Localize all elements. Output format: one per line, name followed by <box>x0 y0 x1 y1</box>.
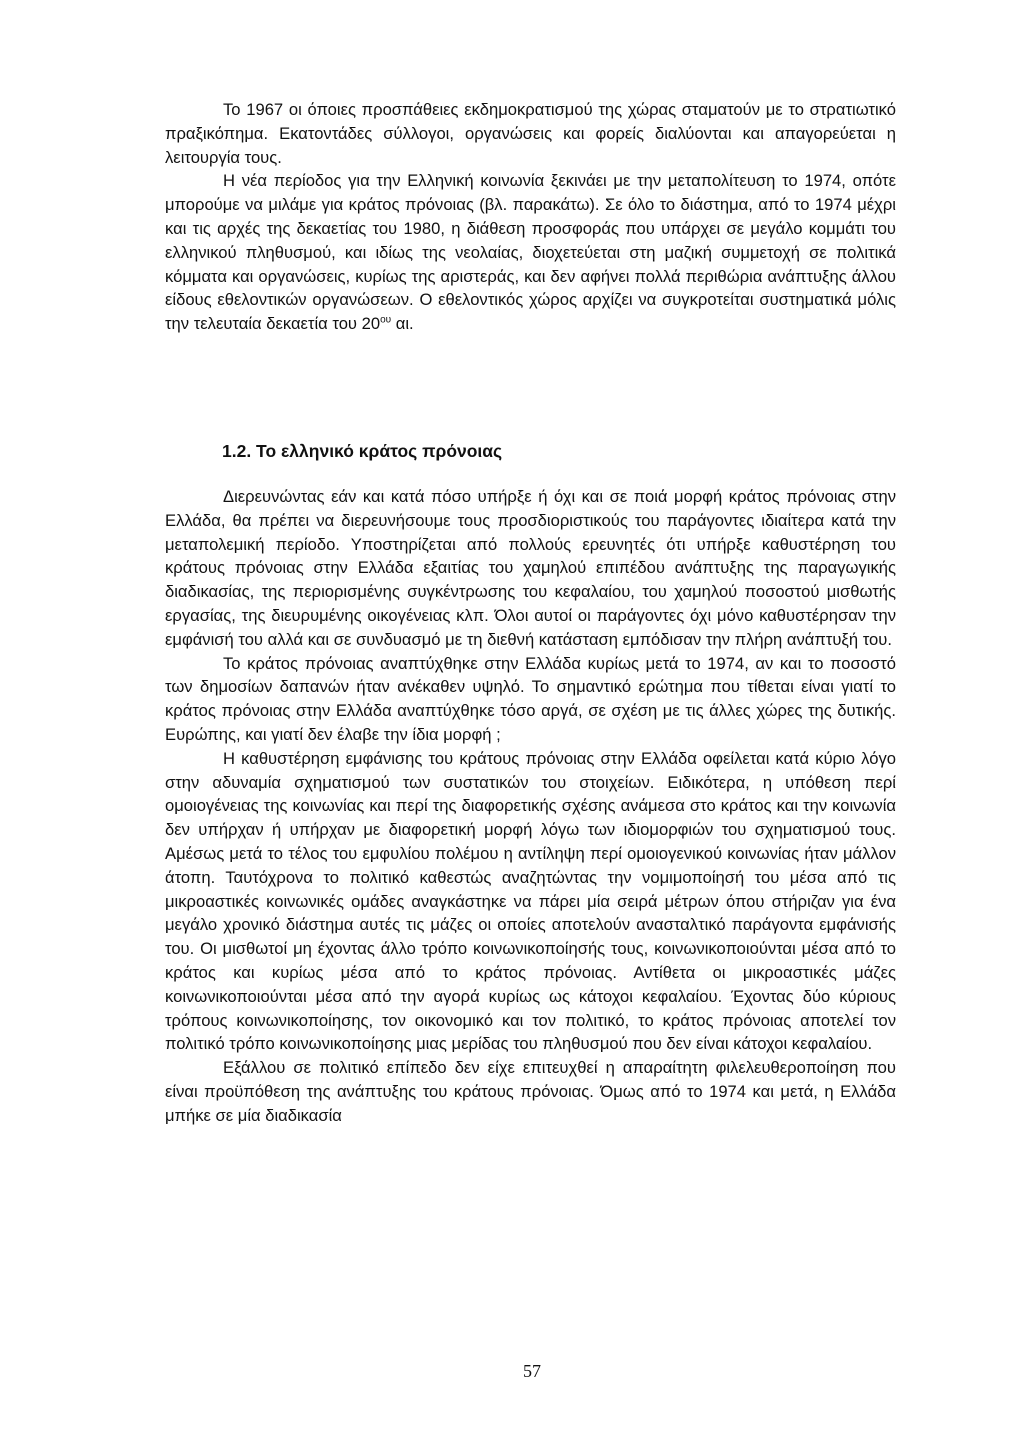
intro-paragraph-1: Το 1967 οι όποιες προσπάθειες εκδημοκρατισμού της χώρας σταματούν με το στρατιωτικό πραξικόπημα. Εκατοντάδες σύλλογοι, οργανώσεις και φορείς διαλύονται και απαγορεύεται η λειτουργία τους. <box>165 100 896 167</box>
century-number: 20 <box>361 314 381 334</box>
section-title: 1.2. Το ελληνικό κράτος πρόνοιας <box>222 441 503 461</box>
section-body <box>165 485 896 1128</box>
century-suffix: ου <box>380 314 392 326</box>
body-paragraph-4: Εξάλλου σε πολιτικό επίπεδο δεν είχε επιτευχθεί η απαραίτητη φιλελευθεροποίηση που είναι προϋπόθεση της ανάπτυξης του κράτους πρόνοιας. Όμως από το 1974 και μετά, η Ελλάδα μπήκε σε μία διαδικασία <box>165 1058 896 1125</box>
intro-paragraph-2 <box>165 169 896 336</box>
page-number: 57 <box>523 1361 541 1381</box>
body-paragraph-2: Το κράτος πρόνοιας αναπτύχθηκε στην Ελλάδα κυρίως μετά το 1974, αν και το ποσοστό των δημοσίων δαπανών ήταν ανέκαθεν υψηλό. Το σημαντικό ερώτημα που τίθεται είναι γιατί το κράτος πρόνοιας στην Ελλάδα αναπτύχθηκε τόσο αργά, σε σχέση με τις άλλες χώρες της δυτικής. Ευρώπης, και γιατί δεν έλαβε την ίδια μορφή ; <box>165 653 896 744</box>
intro-paragraph-2-text: Η νέα περίοδος για την Ελληνική κοινωνία ξεκινάει με την μεταπολίτευση το 1974, οπότε μπορούμε να μιλάμε για κράτος πρόνοιας (βλ. παρακάτω). Σε όλο το διάστημα, από το 1974 μέχρι και τις αρχές της δεκαετίας του 1980, η διάθεση προσφοράς που υπάρχει σε μεγάλο κομμάτι του ελληνικού πληθυσμού, και ιδίως της νεολαίας, διοχετεύεται στη μαζική συμμετοχή σε πολιτικά κόμματα και οργανώσεις, κυρίως της αριστεράς, και δεν αφήνει πολλά περιθώρια ανάπτυξης άλλου είδους εθελοντικών οργανώσεων. Ο εθελοντικός χώρος αρχίζει να συγκροτείται συστηματικά μόλις την τελευταία δεκαετία του <box>165 171 896 334</box>
body-paragraph-1: Διερευνώντας εάν και κατά πόσο υπήρξε ή όχι και σε ποιά μορφή κράτος πρόνοιας στην Ελλάδα, θα πρέπει να διερευνήσουμε τους προσδιοριστικούς του παράγοντες ιδιαίτερα κατά την μεταπολεμική περίοδο. Υποστηρίζεται από πολλούς ερευνητές ότι υπήρξε καθυστέρηση του κράτους πρόνοιας στην Ελλάδα εξαιτίας του χαμηλού επιπέδου ανάπτυξης της παραγωγικής διαδικασίας, της περιορισμένης συγκέντρωσης του κεφαλαίου, του χαμηλού ποσοστού μισθωτής εργασίας, της διευρυμένης οικογένειας κλπ. Όλοι αυτοί οι παράγοντες όχι μόνο καθυστέρησαν την εμφάνισή του αλλά και σε συνδυασμό με τη διεθνή κατάσταση εμπόδισαν την πλήρη ανάπτυξή του. <box>165 487 896 649</box>
body-paragraph-3: Η καθυστέρηση εμφάνισης του κράτους πρόνοιας στην Ελλάδα οφείλεται κατά κύριο λόγο στην αδυναμία σχηματισμού των συστατικών του στοιχείων. Ειδικότερα, η υπόθεση περί ομοιογένειας της κοινωνίας και περί της διαφορετικής σχέσης ανάμεσα στο κράτος και την κοινωνία δεν υπήρχαν ή υπήρχαν με διαφορετική μορφή λόγω των ιδιομορφιών του σχηματισμού τους. Αμέσως μετά το τέλος του εμφυλίου πολέμου η αντίληψη περί ομοιογενικού κοινωνίας ήταν μάλλον άτοπη. Ταυτόχρονα το πολιτικό καθεστώς αναζητώντας την νομιμοποίησή του μέσα από τις μικροαστικές κοινωνικές ομάδες αναγκάστηκε να πάρει μία σειρά μέτρων όπου στήριζαν για ένα μεγάλο χρονικό διάστημα αυτές τις μάζες οι οποίες αποτελούν ανασταλτικό παράγοντα εμφάνισής του. Οι μισθωτοί μη έχοντας άλλο τρόπο κοινωνικοποίησής τους, κοινωνικοποιούνται μέσα από το κράτος και κυρίως μέσα από το κράτος πρόνοιας. Αντίθετα οι μικροαστικές μάζες κοινωνικοποιούνται μέσα από την αγορά κυρίως ως κάτοχοι κεφαλαίου. Έχοντας δύο κύριους τρόπους κοινωνικοποίησης, τον οικονομικό και τον πολιτικό, το κράτος πρόνοιας αποτελεί τον πολιτικό τρόπο κοινωνικοποίησης μιας μερίδας του πληθυσμού που δεν είναι κάτοχοι κεφαλαίου. <box>165 748 896 1054</box>
intro-text <box>165 98 896 336</box>
century-tail: αι. <box>391 314 414 334</box>
